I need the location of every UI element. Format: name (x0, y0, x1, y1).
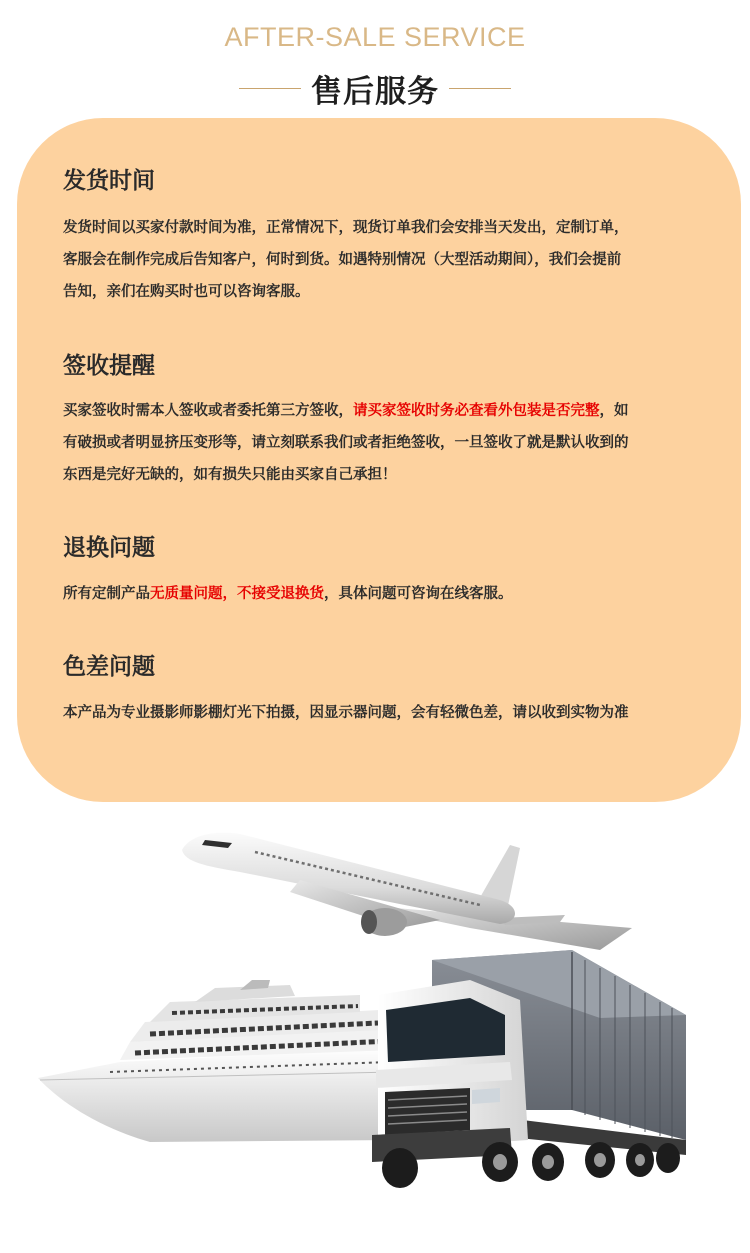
highlight-text: 请买家签收时务必查看外包装是否完整 (353, 403, 600, 419)
text-segment: ，如 (599, 403, 629, 419)
section-text-color-difference (63, 697, 693, 729)
section-title-receipt-reminder: 签收提醒 (63, 353, 155, 379)
text-segment: ，具体问题可咨询在线客服。 (324, 586, 513, 602)
container-truck-icon (372, 950, 686, 1188)
text-line (63, 578, 693, 610)
text-line: 本产品为专业摄影师影棚灯光下拍摄，因显示器问题，会有轻微色差，请以收到实物为准 (63, 705, 629, 721)
section-title-color-difference: 色差问题 (63, 654, 155, 680)
text-line: 发货时间以买家付款时间为准，正常情况下，现货订单我们会安排当天发出，定制订单， (63, 220, 629, 236)
text-line: 有破损或者明显挤压变形等，请立刻联系我们或者拒绝签收，一旦签收了就是默认收到的 (63, 435, 629, 451)
text-line (63, 395, 693, 427)
title-row (0, 66, 750, 110)
section-text-return-exchange (63, 578, 693, 610)
section-text-shipping-time (63, 212, 693, 308)
en-title: AFTER-SALE SERVICE (224, 22, 526, 52)
cruise-ship-icon (38, 980, 395, 1142)
page-title: 售后服务 (311, 73, 439, 110)
logistics-illustration (0, 810, 750, 1253)
text-line: 客服会在制作完成后告知客户，何时到货。如遇特别情况（大型活动期间），我们会提前 (63, 252, 622, 268)
title-line-right (449, 88, 511, 89)
text-segment: 买家签收时需本人签收或者委托第三方签收， (63, 403, 353, 419)
section-title-shipping-time: 发货时间 (63, 168, 155, 194)
text-segment: 所有定制产品 (63, 586, 150, 602)
airplane-icon (182, 833, 632, 950)
highlight-text: 无质量问题，不接受退换货 (150, 586, 324, 602)
text-line: 东西是完好无缺的，如有损失只能由买家自己承担！ (63, 467, 397, 483)
text-line: 告知，亲们在购买时也可以咨询客服。 (63, 284, 310, 300)
section-text-receipt-reminder (63, 395, 693, 491)
section-title-return-exchange: 退换问题 (63, 535, 155, 561)
title-line-left (239, 88, 301, 89)
